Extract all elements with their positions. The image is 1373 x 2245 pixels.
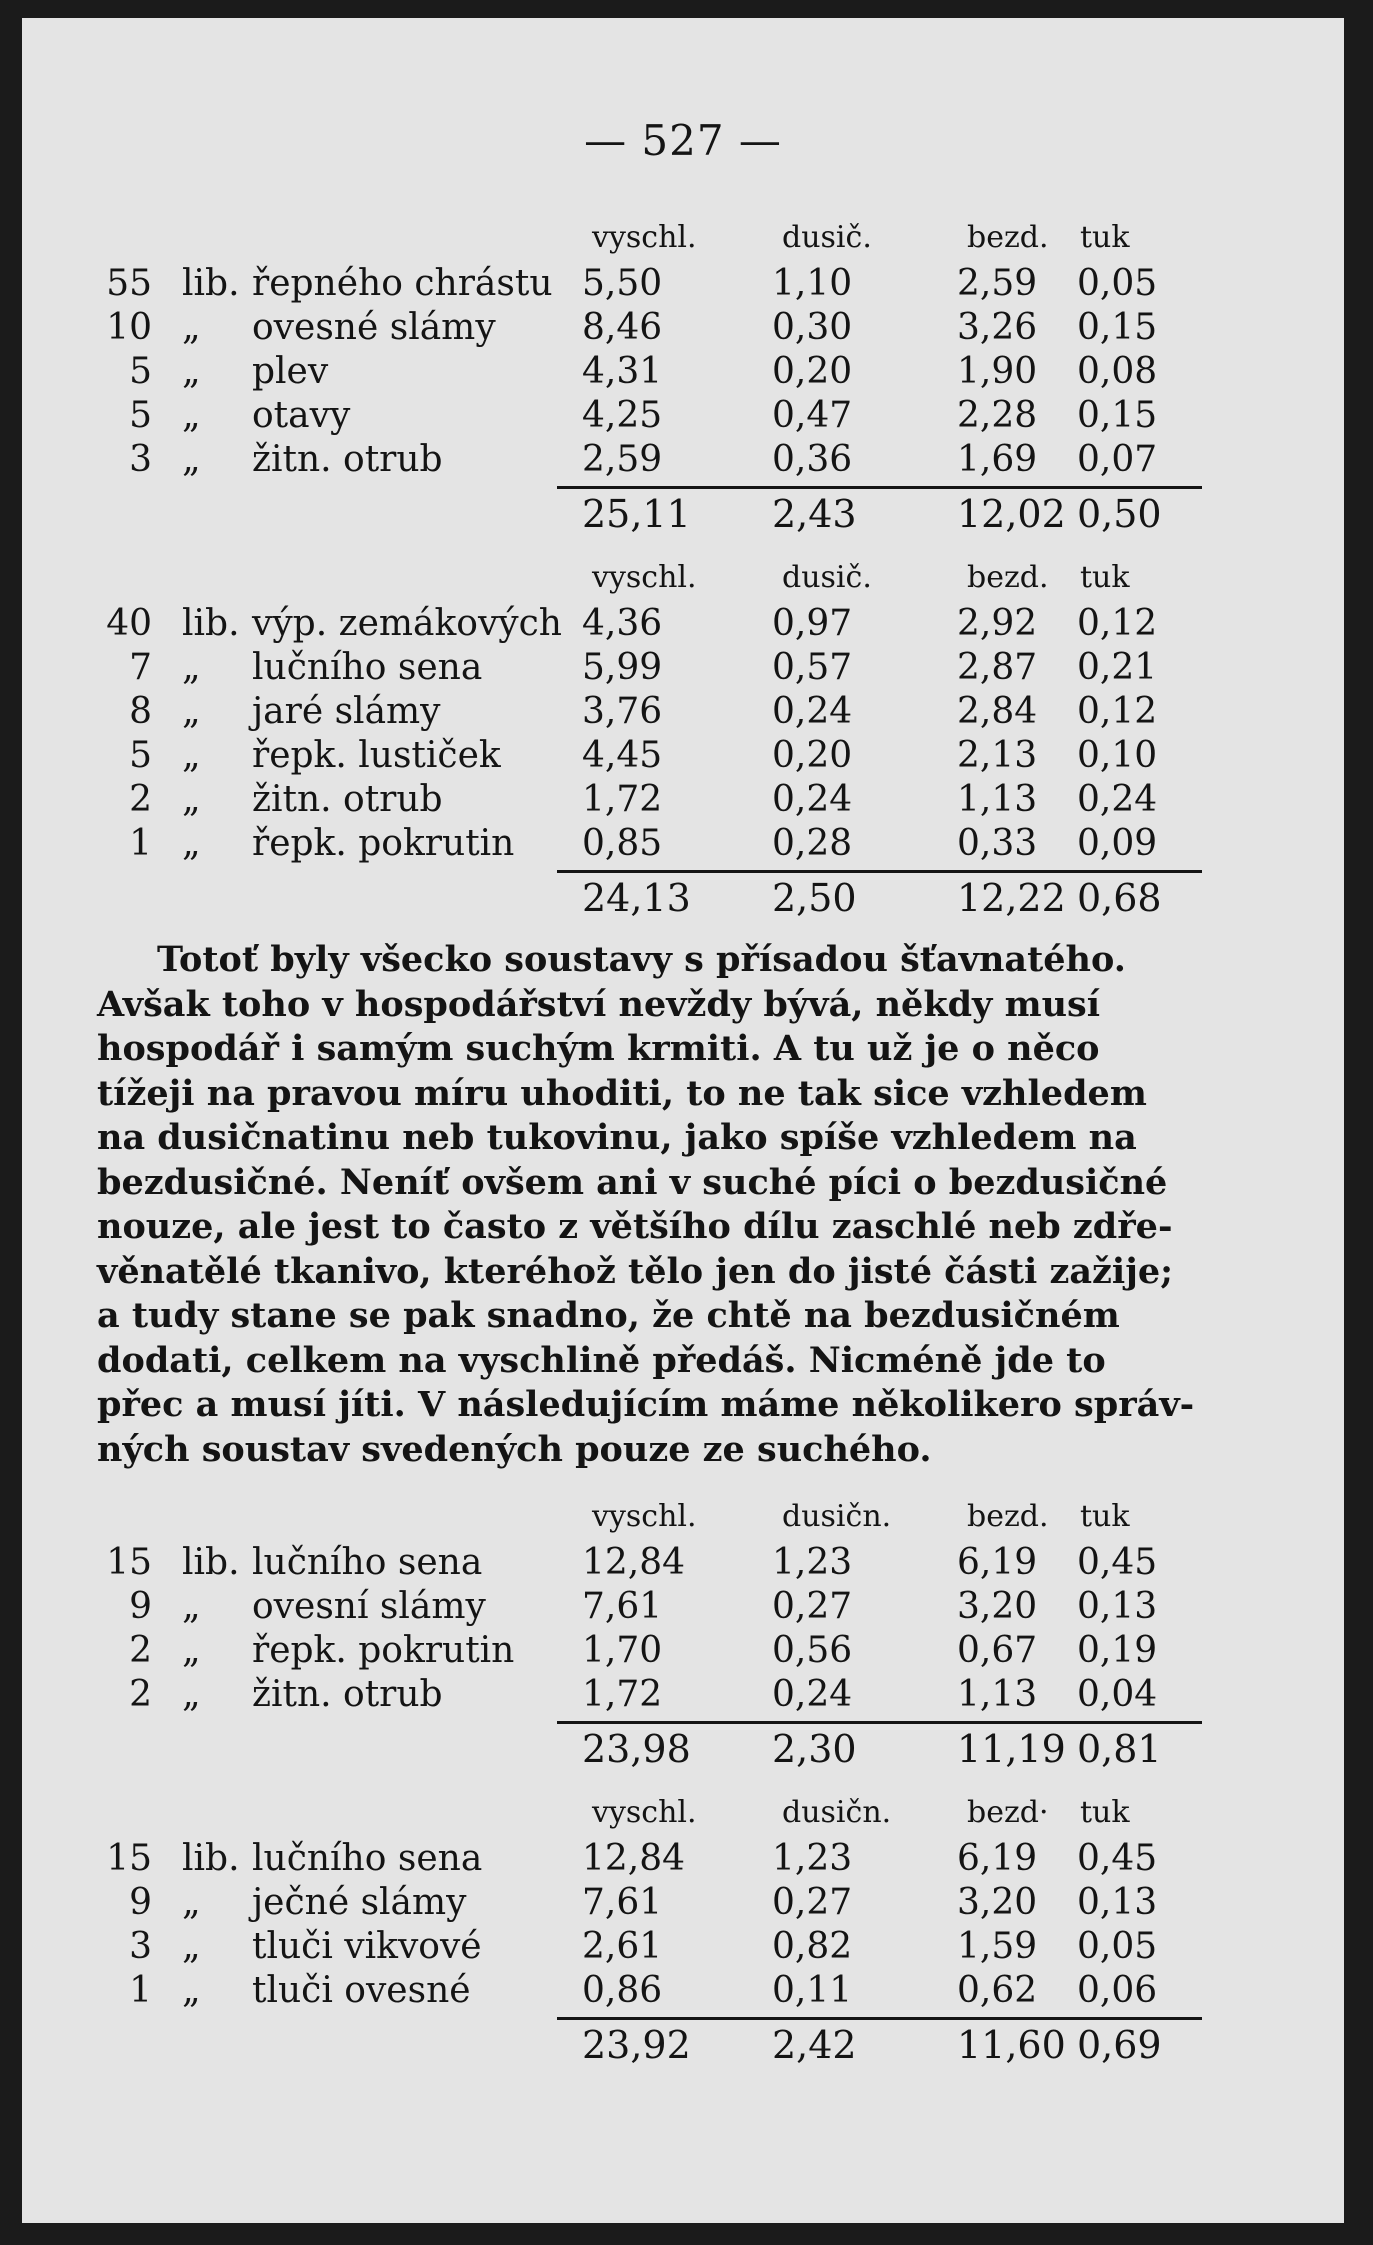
row-feed-name: lučního sena: [252, 1838, 483, 1879]
header-fat: tuk: [1080, 1795, 1130, 1830]
row-dry-matter: 1,70: [582, 1630, 663, 1671]
row-nitrogen: 0,24: [772, 691, 853, 732]
book-page: [22, 18, 1344, 2223]
row-quantity: 3: [129, 1926, 152, 1967]
table-row: [22, 778, 1344, 822]
row-quantity: 10: [106, 307, 152, 348]
total-fat: 0,68: [1077, 876, 1162, 920]
table-row: [22, 1541, 1344, 1585]
row-fat: 0,21: [1077, 647, 1158, 688]
table-row: [22, 394, 1344, 438]
row-nitrogen: 0,24: [772, 1674, 853, 1715]
page-number: — 527 —: [584, 116, 782, 165]
total-nitrogen-free: 11,19: [957, 1727, 1066, 1771]
row-feed-name: tluči vikvové: [252, 1926, 482, 1967]
sum-rule: [557, 1721, 1202, 1724]
total-nitrogen-free: 12,02: [957, 492, 1066, 536]
header-dry-matter: vyschl.: [592, 560, 697, 595]
table-row: [22, 1925, 1344, 1969]
table-row: [22, 350, 1344, 394]
row-dry-matter: 1,72: [582, 779, 663, 820]
row-feed-name: plev: [252, 351, 329, 392]
total-nitrogen: 2,30: [772, 1727, 857, 1771]
table-row: [22, 690, 1344, 734]
row-nitrogen-free: 1,13: [957, 1674, 1038, 1715]
row-feed-name: ovesné slámy: [252, 307, 496, 348]
row-unit: „: [182, 395, 201, 436]
row-fat: 0,07: [1077, 439, 1158, 480]
row-nitrogen: 1,23: [772, 1542, 853, 1583]
row-nitrogen: 0,57: [772, 647, 853, 688]
table-header-row: [22, 216, 1344, 262]
row-dry-matter: 4,25: [582, 395, 663, 436]
row-dry-matter: 1,72: [582, 1674, 663, 1715]
row-unit: „: [182, 1586, 201, 1627]
row-quantity: 2: [129, 1630, 152, 1671]
row-feed-name: výp. zemákových: [252, 603, 562, 644]
row-unit: lib.: [182, 603, 240, 644]
row-nitrogen: 0,20: [772, 735, 853, 776]
table-row: [22, 438, 1344, 482]
row-nitrogen: 0,24: [772, 779, 853, 820]
row-fat: 0,04: [1077, 1674, 1158, 1715]
paragraph-line: Totoť byly všecko soustavy s přísadou šťavnatého.: [157, 939, 1126, 980]
row-dry-matter: 5,50: [582, 263, 663, 304]
row-nitrogen: 0,20: [772, 351, 853, 392]
total-nitrogen: 2,43: [772, 492, 857, 536]
row-fat: 0,05: [1077, 263, 1158, 304]
row-quantity: 3: [129, 439, 152, 480]
total-nitrogen: 2,50: [772, 876, 857, 920]
row-feed-name: řepk. lustiček: [252, 735, 501, 776]
row-feed-name: otavy: [252, 395, 351, 436]
row-nitrogen-free: 0,62: [957, 1970, 1038, 2011]
table-row: [22, 646, 1344, 690]
table-row: [22, 602, 1344, 646]
row-nitrogen-free: 3,20: [957, 1586, 1038, 1627]
row-fat: 0,09: [1077, 823, 1158, 864]
row-nitrogen: 0,36: [772, 439, 853, 480]
header-nitrogen-free: bezd·: [967, 1795, 1049, 1830]
row-nitrogen: 0,11: [772, 1970, 853, 2011]
paragraph-line: ných soustav svedených pouze ze suchého.: [97, 1428, 932, 1470]
table-row: [22, 1837, 1344, 1881]
row-nitrogen: 0,28: [772, 823, 853, 864]
header-nitrogen: dusič.: [782, 220, 872, 255]
header-dry-matter: vyschl.: [592, 1795, 697, 1830]
row-nitrogen-free: 2,59: [957, 263, 1038, 304]
row-fat: 0,15: [1077, 395, 1158, 436]
header-fat: tuk: [1080, 220, 1130, 255]
row-nitrogen-free: 2,87: [957, 647, 1038, 688]
paragraph-line: na dusičnatinu neb tukovinu, jako spíše vzhledem na: [97, 1117, 1137, 1158]
row-dry-matter: 7,61: [582, 1882, 663, 1923]
header-dry-matter: vyschl.: [592, 1499, 697, 1534]
row-quantity: 2: [129, 1674, 152, 1715]
row-fat: 0,24: [1077, 779, 1158, 820]
row-unit: „: [182, 1630, 201, 1671]
row-nitrogen-free: 3,26: [957, 307, 1038, 348]
row-unit: „: [182, 1674, 201, 1715]
row-nitrogen-free: 0,67: [957, 1630, 1038, 1671]
row-feed-name: žitn. otrub: [252, 779, 443, 820]
row-unit: „: [182, 823, 201, 864]
row-unit: „: [182, 779, 201, 820]
table-header-row: [22, 1791, 1344, 1837]
nutrient-table-3: [22, 1495, 1344, 1771]
row-nitrogen: 0,27: [772, 1882, 853, 1923]
row-nitrogen: 0,97: [772, 603, 853, 644]
row-dry-matter: 7,61: [582, 1586, 663, 1627]
row-feed-name: řepk. pokrutin: [252, 1630, 515, 1671]
row-feed-name: jaré slámy: [252, 691, 441, 732]
row-quantity: 1: [129, 823, 152, 864]
row-dry-matter: 5,99: [582, 647, 663, 688]
row-fat: 0,10: [1077, 735, 1158, 776]
row-unit: „: [182, 691, 201, 732]
header-nitrogen: dusič.: [782, 560, 872, 595]
row-nitrogen: 0,56: [772, 1630, 853, 1671]
row-unit: „: [182, 1882, 201, 1923]
paragraph-line: dodati, celkem na vyschlině předáš. Nicméně jde to: [97, 1339, 1106, 1381]
row-nitrogen-free: 1,59: [957, 1926, 1038, 1967]
total-nitrogen-free: 12,22: [957, 876, 1066, 920]
row-nitrogen-free: 2,28: [957, 395, 1038, 436]
row-fat: 0,08: [1077, 351, 1158, 392]
row-nitrogen: 0,27: [772, 1586, 853, 1627]
row-fat: 0,15: [1077, 307, 1158, 348]
row-fat: 0,13: [1077, 1586, 1158, 1627]
sum-rule: [557, 2017, 1202, 2020]
total-dry-matter: 24,13: [582, 876, 691, 920]
row-dry-matter: 8,46: [582, 307, 663, 348]
table-row: [22, 1881, 1344, 1925]
row-fat: 0,12: [1077, 603, 1158, 644]
total-fat: 0,81: [1077, 1727, 1162, 1771]
row-fat: 0,12: [1077, 691, 1158, 732]
row-nitrogen-free: 1,69: [957, 439, 1038, 480]
row-feed-name: ječné slámy: [252, 1882, 467, 1923]
total-dry-matter: 23,98: [582, 1727, 691, 1771]
paragraph-line: přec a musí jíti. V následujícím máme několikero správ-: [97, 1384, 1195, 1425]
totals-row: [22, 1727, 1344, 1771]
row-nitrogen-free: 1,90: [957, 351, 1038, 392]
row-feed-name: ovesní slámy: [252, 1586, 486, 1627]
row-nitrogen-free: 2,13: [957, 735, 1038, 776]
table-row: [22, 262, 1344, 306]
header-nitrogen-free: bezd.: [967, 560, 1049, 595]
row-quantity: 55: [106, 263, 152, 304]
row-quantity: 8: [129, 691, 152, 732]
nutrient-table-1: [22, 216, 1344, 536]
row-quantity: 1: [129, 1970, 152, 2011]
row-nitrogen-free: 3,20: [957, 1882, 1038, 1923]
table-row: [22, 1969, 1344, 2013]
row-feed-name: lučního sena: [252, 647, 483, 688]
row-unit: „: [182, 439, 201, 480]
table-row: [22, 734, 1344, 778]
row-dry-matter: 0,86: [582, 1970, 663, 2011]
row-quantity: 15: [106, 1838, 152, 1879]
row-quantity: 5: [129, 395, 152, 436]
row-unit: lib.: [182, 1838, 240, 1879]
totals-row: [22, 492, 1344, 536]
totals-row: [22, 876, 1344, 920]
row-nitrogen-free: 6,19: [957, 1838, 1038, 1879]
row-nitrogen: 0,30: [772, 307, 853, 348]
paragraph-line: bezdusičné. Neníť ovšem ani v suché píci o bezdusičné: [97, 1161, 1168, 1203]
row-dry-matter: 4,45: [582, 735, 663, 776]
header-fat: tuk: [1080, 560, 1130, 595]
table-row: [22, 306, 1344, 350]
row-feed-name: lučního sena: [252, 1542, 483, 1583]
row-quantity: 15: [106, 1542, 152, 1583]
nutrient-table-2: [22, 556, 1344, 920]
totals-row: [22, 2023, 1344, 2067]
row-quantity: 2: [129, 779, 152, 820]
row-dry-matter: 2,59: [582, 439, 663, 480]
row-nitrogen-free: 1,13: [957, 779, 1038, 820]
row-feed-name: tluči ovesné: [252, 1970, 471, 2011]
row-fat: 0,45: [1077, 1542, 1158, 1583]
row-feed-name: žitn. otrub: [252, 1674, 443, 1715]
row-nitrogen-free: 0,33: [957, 823, 1038, 864]
row-unit: „: [182, 1926, 201, 1967]
row-feed-name: žitn. otrub: [252, 439, 443, 480]
row-quantity: 9: [129, 1882, 152, 1923]
table-header-row: [22, 1495, 1344, 1541]
row-unit: „: [182, 647, 201, 688]
row-unit: „: [182, 735, 201, 776]
paragraph-line: a tudy stane se pak snadno, že chtě na bezdusičném: [97, 1295, 1120, 1336]
total-nitrogen: 2,42: [772, 2023, 857, 2067]
table-row: [22, 822, 1344, 866]
header-fat: tuk: [1080, 1499, 1130, 1534]
header-nitrogen-free: bezd.: [967, 1499, 1049, 1534]
row-unit: „: [182, 1970, 201, 2011]
paragraph-line: nouze, ale jest to často z většího dílu zaschlé neb zdře-: [97, 1206, 1173, 1247]
row-nitrogen: 1,23: [772, 1838, 853, 1879]
row-quantity: 5: [129, 735, 152, 776]
sum-rule: [557, 870, 1202, 873]
row-nitrogen-free: 2,92: [957, 603, 1038, 644]
total-fat: 0,50: [1077, 492, 1162, 536]
row-dry-matter: 12,84: [582, 1542, 686, 1583]
table-row: [22, 1629, 1344, 1673]
row-nitrogen: 0,82: [772, 1926, 853, 1967]
paragraph-line: Avšak toho v hospodářství nevždy bývá, někdy musí: [97, 983, 1101, 1025]
header-nitrogen-free: bezd.: [967, 220, 1049, 255]
sum-rule: [557, 486, 1202, 489]
row-fat: 0,45: [1077, 1838, 1158, 1879]
table-header-row: [22, 556, 1344, 602]
paragraph-line: věnatělé tkanivo, kteréhož tělo jen do jisté části zažije;: [97, 1250, 1174, 1292]
table-row: [22, 1673, 1344, 1717]
row-nitrogen-free: 2,84: [957, 691, 1038, 732]
row-fat: 0,06: [1077, 1970, 1158, 2011]
row-fat: 0,05: [1077, 1926, 1158, 1967]
row-quantity: 9: [129, 1586, 152, 1627]
row-nitrogen-free: 6,19: [957, 1542, 1038, 1583]
total-nitrogen-free: 11,60: [957, 2023, 1066, 2067]
total-dry-matter: 23,92: [582, 2023, 691, 2067]
row-quantity: 5: [129, 351, 152, 392]
row-dry-matter: 12,84: [582, 1838, 686, 1879]
row-fat: 0,13: [1077, 1882, 1158, 1923]
row-feed-name: řepného chrástu: [252, 263, 553, 304]
row-dry-matter: 2,61: [582, 1926, 663, 1967]
row-quantity: 40: [106, 603, 152, 644]
row-nitrogen: 1,10: [772, 263, 853, 304]
total-dry-matter: 25,11: [582, 492, 691, 536]
row-unit: lib.: [182, 263, 240, 304]
row-quantity: 7: [129, 647, 152, 688]
row-dry-matter: 4,36: [582, 603, 663, 644]
total-fat: 0,69: [1077, 2023, 1162, 2067]
row-unit: „: [182, 351, 201, 392]
row-unit: lib.: [182, 1542, 240, 1583]
row-dry-matter: 4,31: [582, 351, 663, 392]
nutrient-table-4: [22, 1791, 1344, 2067]
body-paragraph: [97, 938, 1209, 1472]
header-dry-matter: vyschl.: [592, 220, 697, 255]
row-dry-matter: 0,85: [582, 823, 663, 864]
header-nitrogen: dusičn.: [782, 1795, 892, 1830]
row-feed-name: řepk. pokrutin: [252, 823, 515, 864]
row-unit: „: [182, 307, 201, 348]
table-row: [22, 1585, 1344, 1629]
header-nitrogen: dusičn.: [782, 1499, 892, 1534]
row-dry-matter: 3,76: [582, 691, 663, 732]
paragraph-line: tížeji na pravou míru uhoditi, to ne tak sice vzhledem: [97, 1072, 1147, 1114]
paragraph-line: hospodář i samým suchým krmiti. A tu už je o něco: [97, 1028, 1100, 1069]
row-nitrogen: 0,47: [772, 395, 853, 436]
row-fat: 0,19: [1077, 1630, 1158, 1671]
